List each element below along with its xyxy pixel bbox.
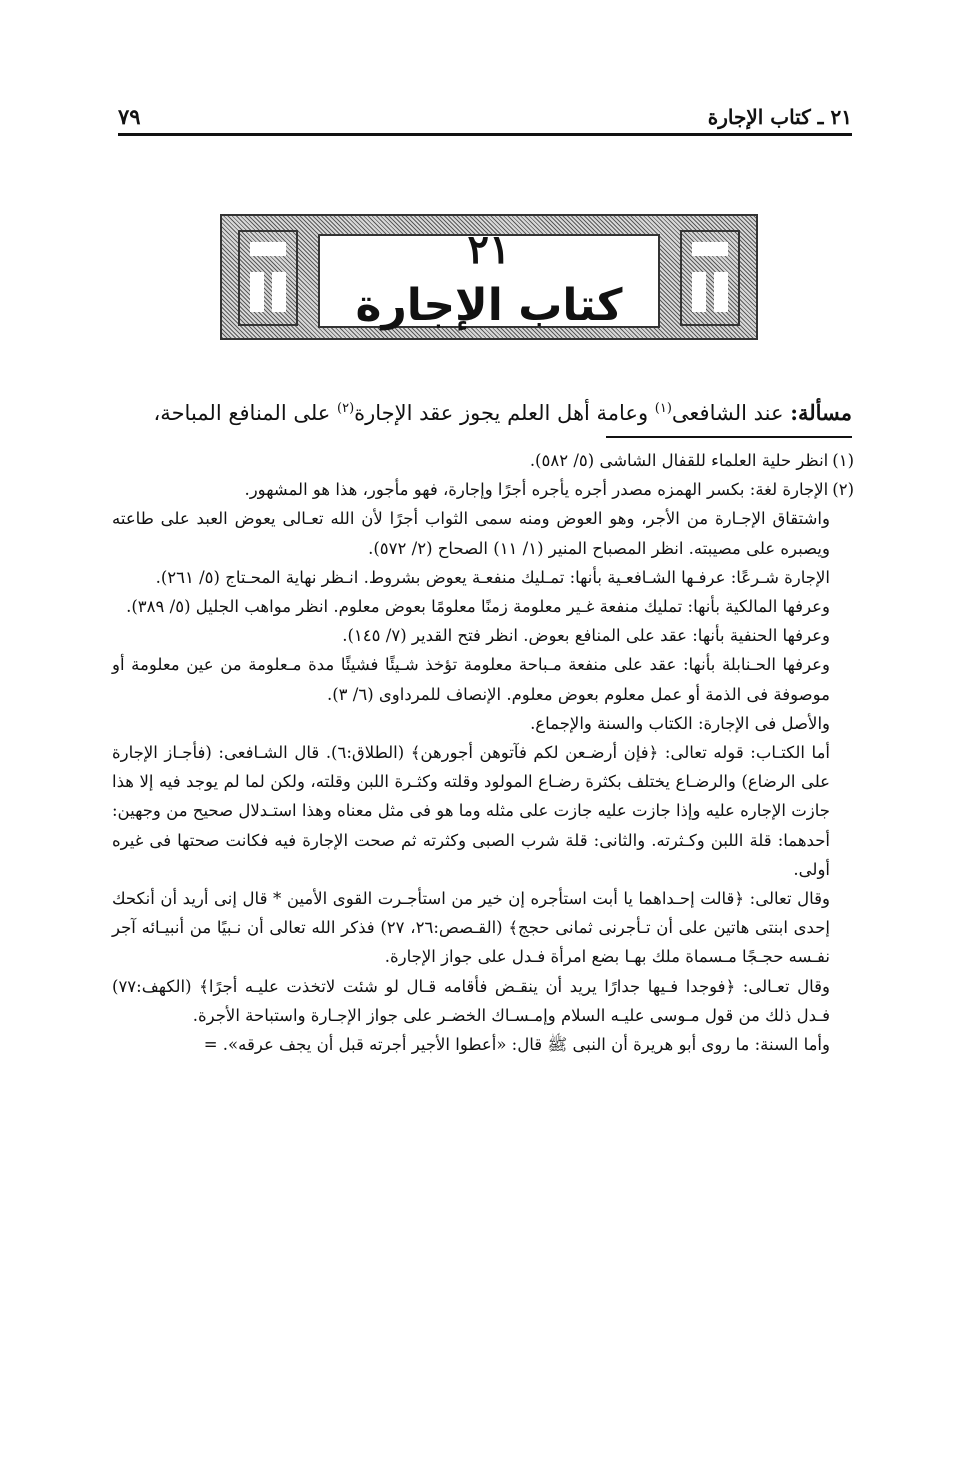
footnote-paragraph [112,972,854,1030]
footnote-text: الإجارة شـرعًا: عرفـها الشـافعـية بأنها: تمـليك منفعـة يعوض بشروط. انـظر نهاية المحـتاج (٥/ ٢٦١). [155,567,830,587]
knot-ornament-icon [680,230,740,326]
footnote-text: انظر حلية العلماء للقفال الشاشى (٥/ ٥٨٢). [529,451,829,470]
footnote-paragraph [112,446,854,475]
footnote-number: (٢) [832,480,854,500]
main-text-part: وعامة أهل العلم يجوز عقد الإجارة [354,401,655,425]
footnote-paragraph [112,563,854,592]
main-text-part: عند الشافعى [671,401,791,425]
chapter-number: ٢١ [467,226,511,273]
footnote-ref[interactable]: (٢) [337,401,355,416]
footnote-paragraph [112,475,854,504]
footnote-ref[interactable]: (١) [654,401,672,416]
footnote-text: وعرفها المالكية بأنها: تمليك منفعة غـير معلومة زمنًا معلومًا بعوض معلوم. انظر مواهب الجليل (٥/ ٣٨٩). [126,597,830,617]
issue-label: مسألة: [790,400,852,425]
chapter-title-panel [318,226,660,331]
footnote-text: وعرفها الحـنابلة بأنها: عقد على منفعة مـباحة معلومة تؤخذ شـيئًا فشيئًا مدة مـعلومة من عين معلومة أو موصوفة فى الذمة أو عمل معلوم بعوض معلوم. الإنصاف للمرداوى (٦/ ٣). [112,655,830,704]
footnote-paragraph [112,884,854,972]
footnote-paragraph [112,709,854,738]
footnote-paragraph [112,650,854,708]
main-text-part: على المنافع المباحة، [153,401,337,425]
footnote-text: والأصل فى الإجارة: الكتاب والسنة والإجماع. [530,713,830,733]
footnote-number: (١) [832,451,854,470]
knot-ornament-icon [238,230,298,326]
footnote-paragraph [112,738,854,884]
footnote-paragraph [112,504,854,562]
chapter-ornament-frame [220,214,758,340]
running-header [118,100,852,136]
main-paragraph [118,392,852,430]
footnote-paragraph [112,621,854,650]
footnotes [112,446,854,1059]
footnote-paragraph [112,592,854,621]
footnote-paragraph [112,1030,854,1059]
footnote-separator [606,436,852,438]
footnote-text: واشتقاق الإجـارة من الأجر، وهو العوض ومنه سمى الثواب أجرًا لأن الله تعـالى يعوض العبد على طاعته ويصبره على مصيبته. انظر المصباح المنير (١/ ١١) الصحاح (٢/ ٥٧٢). [112,509,830,558]
footnote-text: الإجارة لغة: بكسر الهمزه مصدر أجره يأجره أجرًا وإجارة، فهو مأجور، هذا هو المشهور. [244,480,829,500]
footnote-text: وقال تعـالى: ﴿فوجدا فـيها جدارًا يريد أن ينقـض فأقامه قـال لو شئت لاتخذت عليـه أجرًا﴾ (الكهف:٧٧) فـدل ذلك من قول مـوسى عليـه السلام وإمـسـاك الخضـر على جواز الإجـارة واستباحة الأجرة. [112,976,830,1025]
page-number: ٧٩ [118,104,141,129]
running-chapter-title: ٢١ ـ كتاب الإجارة [707,105,852,129]
footnote-text: وقال تعالى: ﴿قالت إحـداهما يا أبت استأجره إن خير من استأجـرت القوى الأمين * قال إنى أريد أن أنكحك إحدى ابنتى هاتين على أن تـأجرنى ثمانى حجج﴾ (القـصص:٢٦، ٢٧) فذكر الله تعالى أن نـبيًا من أنبيـائه آجر نفـسه حجـجًا مـسماة ملك بهـا بضع امرأة فـدل على جواز الإجارة. [112,889,830,967]
footnote-text: وأما السنة: ما روى أبو هريرة أن النبى ﷺ قال: «أعطوا الأجير أجرته قبل أن يجف عرقه». = [203,1035,830,1055]
chapter-title: كتاب الإجارة [355,280,623,331]
footnote-text: وعرفها الحنفية بأنها: عقد على المنافع بعوض. انظر فتح القدير (٧/ ١٤٥). [342,626,830,646]
footnote-text: أما الكتـاب: قوله تعالى: ﴿فإن أرضـعن لكم فآتوهن أجورهن﴾ (الطلاق:٦). قال الشـافعى: (فأجـاز الإجارة على الرضاع) والرضـاع يختلف بكثرة رضـاع المولود وقلته وكثـرة اللبن وقلته، ولكن لما لم يوجد فيه إلا هذا جازت الإجاره عليه وإذا جازت عليه جازت على مثله وما هو فى مثل معناه وهذا استـدلال صحيح من وجهين: أحدهما: قلة اللبن وكـثرته. والثانى: قلة شرب الصبى وكثرته ثم صحت الإجارة فيه فكانت صحتها فى غيره أولى. [112,743,830,879]
